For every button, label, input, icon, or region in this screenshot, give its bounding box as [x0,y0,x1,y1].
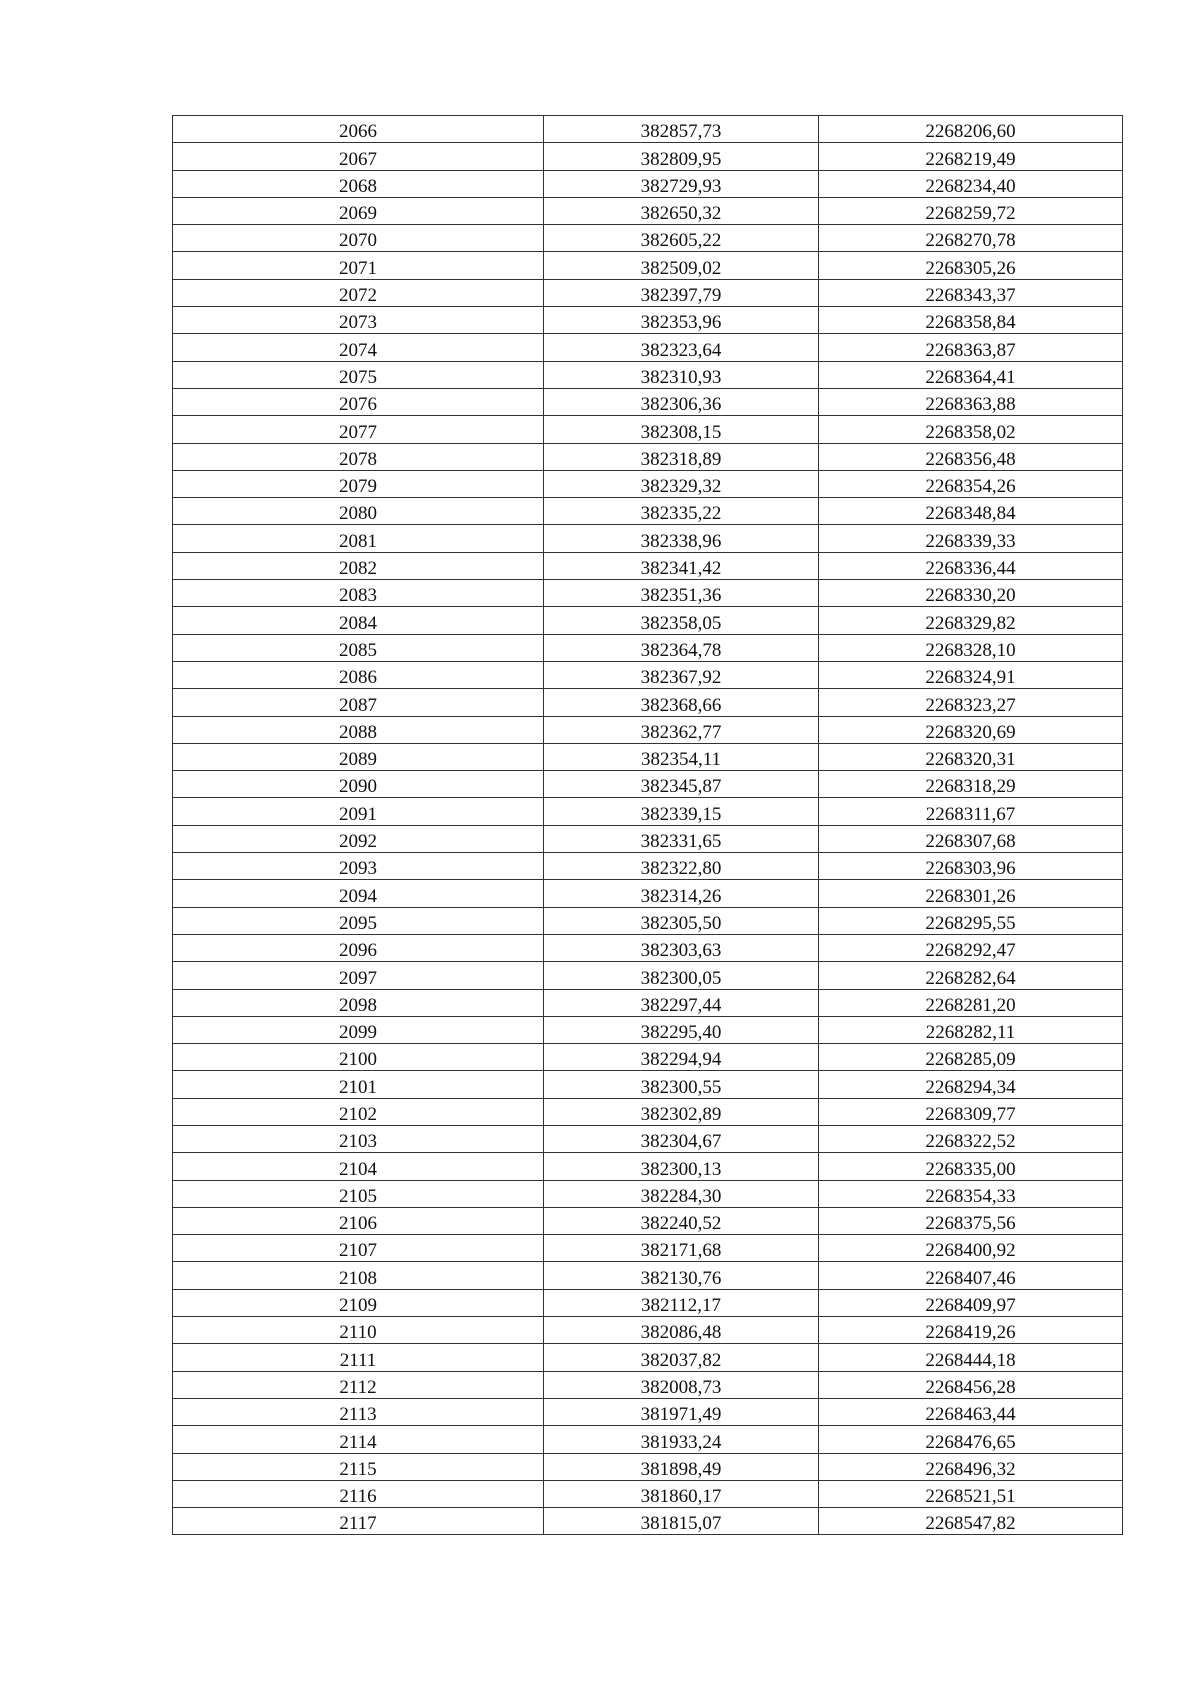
table-row [173,1207,1123,1234]
y-coordinate-cell: 2268259,72 [819,197,1123,224]
x-coordinate-cell: 381933,24 [544,1426,819,1453]
y-coordinate-cell: 2268303,96 [819,853,1123,880]
y-coordinate-cell: 2268335,00 [819,1153,1123,1180]
y-coordinate-cell: 2268496,32 [819,1453,1123,1480]
x-coordinate-cell: 381971,49 [544,1398,819,1425]
x-coordinate-cell: 382318,89 [544,443,819,470]
point-number-cell: 2107 [173,1235,544,1262]
table-row [173,798,1123,825]
point-number-cell: 2066 [173,116,544,143]
y-coordinate-cell: 2268409,97 [819,1289,1123,1316]
point-number-cell: 2090 [173,771,544,798]
x-coordinate-cell: 382304,67 [544,1125,819,1152]
y-coordinate-cell: 2268358,02 [819,416,1123,443]
x-coordinate-cell: 382305,50 [544,907,819,934]
point-number-cell: 2108 [173,1262,544,1289]
table-row [173,1180,1123,1207]
x-coordinate-cell: 382297,44 [544,989,819,1016]
table-row [173,661,1123,688]
y-coordinate-cell: 2268329,82 [819,607,1123,634]
y-coordinate-cell: 2268324,91 [819,661,1123,688]
y-coordinate-cell: 2268363,87 [819,334,1123,361]
table-row [173,1317,1123,1344]
table-row [173,1016,1123,1043]
table-row [173,743,1123,770]
point-number-cell: 2086 [173,661,544,688]
y-coordinate-cell: 2268456,28 [819,1371,1123,1398]
y-coordinate-cell: 2268301,26 [819,880,1123,907]
y-coordinate-cell: 2268320,31 [819,743,1123,770]
x-coordinate-cell: 382353,96 [544,307,819,334]
table-row [173,1453,1123,1480]
table-row [173,388,1123,415]
x-coordinate-cell: 382295,40 [544,1016,819,1043]
y-coordinate-cell: 2268285,09 [819,1044,1123,1071]
point-number-cell: 2115 [173,1453,544,1480]
x-coordinate-cell: 382729,93 [544,170,819,197]
point-number-cell: 2073 [173,307,544,334]
y-coordinate-cell: 2268318,29 [819,771,1123,798]
x-coordinate-cell: 382331,65 [544,825,819,852]
table-row [173,825,1123,852]
x-coordinate-cell: 382308,15 [544,416,819,443]
table-row [173,552,1123,579]
point-number-cell: 2094 [173,880,544,907]
y-coordinate-cell: 2268309,77 [819,1098,1123,1125]
table-row [173,197,1123,224]
y-coordinate-cell: 2268339,33 [819,525,1123,552]
x-coordinate-cell: 381815,07 [544,1508,819,1535]
x-coordinate-cell: 382314,26 [544,880,819,907]
point-number-cell: 2106 [173,1207,544,1234]
y-coordinate-cell: 2268358,84 [819,307,1123,334]
table-row [173,771,1123,798]
table-row [173,498,1123,525]
table-row [173,1426,1123,1453]
y-coordinate-cell: 2268330,20 [819,580,1123,607]
y-coordinate-cell: 2268476,65 [819,1426,1123,1453]
x-coordinate-cell: 382329,32 [544,470,819,497]
table-row [173,252,1123,279]
y-coordinate-cell: 2268328,10 [819,634,1123,661]
x-coordinate-cell: 382605,22 [544,225,819,252]
table-row [173,1071,1123,1098]
table-row [173,279,1123,306]
point-number-cell: 2081 [173,525,544,552]
point-number-cell: 2075 [173,361,544,388]
x-coordinate-cell: 382367,92 [544,661,819,688]
y-coordinate-cell: 2268281,20 [819,989,1123,1016]
y-coordinate-cell: 2268463,44 [819,1398,1123,1425]
table-row [173,989,1123,1016]
y-coordinate-cell: 2268364,41 [819,361,1123,388]
x-coordinate-cell: 382171,68 [544,1235,819,1262]
y-coordinate-cell: 2268348,84 [819,498,1123,525]
point-number-cell: 2095 [173,907,544,934]
point-number-cell: 2101 [173,1071,544,1098]
point-number-cell: 2105 [173,1180,544,1207]
x-coordinate-cell: 382300,05 [544,962,819,989]
table-row [173,416,1123,443]
table-row [173,116,1123,143]
x-coordinate-cell: 382354,11 [544,743,819,770]
point-number-cell: 2102 [173,1098,544,1125]
table-row [173,1044,1123,1071]
x-coordinate-cell: 382294,94 [544,1044,819,1071]
point-number-cell: 2112 [173,1371,544,1398]
point-number-cell: 2082 [173,552,544,579]
table-row [173,470,1123,497]
x-coordinate-cell: 382368,66 [544,689,819,716]
point-number-cell: 2079 [173,470,544,497]
y-coordinate-cell: 2268407,46 [819,1262,1123,1289]
y-coordinate-cell: 2268282,64 [819,962,1123,989]
point-number-cell: 2103 [173,1125,544,1152]
x-coordinate-cell: 381860,17 [544,1480,819,1507]
y-coordinate-cell: 2268320,69 [819,716,1123,743]
point-number-cell: 2084 [173,607,544,634]
y-coordinate-cell: 2268322,52 [819,1125,1123,1152]
x-coordinate-cell: 382397,79 [544,279,819,306]
table-row [173,934,1123,961]
point-number-cell: 2113 [173,1398,544,1425]
point-number-cell: 2097 [173,962,544,989]
table-row [173,1371,1123,1398]
point-number-cell: 2110 [173,1317,544,1344]
y-coordinate-cell: 2268311,67 [819,798,1123,825]
table-row [173,907,1123,934]
x-coordinate-cell: 382300,13 [544,1153,819,1180]
table-row [173,1289,1123,1316]
point-number-cell: 2080 [173,498,544,525]
y-coordinate-cell: 2268343,37 [819,279,1123,306]
point-number-cell: 2078 [173,443,544,470]
point-number-cell: 2087 [173,689,544,716]
table-row [173,1398,1123,1425]
y-coordinate-cell: 2268305,26 [819,252,1123,279]
y-coordinate-cell: 2268295,55 [819,907,1123,934]
x-coordinate-cell: 382364,78 [544,634,819,661]
x-coordinate-cell: 382300,55 [544,1071,819,1098]
point-number-cell: 2071 [173,252,544,279]
x-coordinate-cell: 382130,76 [544,1262,819,1289]
table-row [173,580,1123,607]
y-coordinate-cell: 2268363,88 [819,388,1123,415]
table-row [173,170,1123,197]
coordinates-table-body [173,116,1123,1535]
table-row [173,1153,1123,1180]
y-coordinate-cell: 2268336,44 [819,552,1123,579]
table-row [173,1480,1123,1507]
table-row [173,607,1123,634]
y-coordinate-cell: 2268444,18 [819,1344,1123,1371]
y-coordinate-cell: 2268307,68 [819,825,1123,852]
table-row [173,634,1123,661]
x-coordinate-cell: 382240,52 [544,1207,819,1234]
x-coordinate-cell: 382086,48 [544,1317,819,1344]
table-row [173,880,1123,907]
table-row [173,443,1123,470]
x-coordinate-cell: 382310,93 [544,361,819,388]
point-number-cell: 2074 [173,334,544,361]
x-coordinate-cell: 382335,22 [544,498,819,525]
table-row [173,334,1123,361]
table-row [173,361,1123,388]
x-coordinate-cell: 382323,64 [544,334,819,361]
y-coordinate-cell: 2268547,82 [819,1508,1123,1535]
point-number-cell: 2098 [173,989,544,1016]
x-coordinate-cell: 382857,73 [544,116,819,143]
y-coordinate-cell: 2268270,78 [819,225,1123,252]
y-coordinate-cell: 2268294,34 [819,1071,1123,1098]
y-coordinate-cell: 2268354,26 [819,470,1123,497]
x-coordinate-cell: 382351,36 [544,580,819,607]
point-number-cell: 2085 [173,634,544,661]
point-number-cell: 2096 [173,934,544,961]
point-number-cell: 2109 [173,1289,544,1316]
x-coordinate-cell: 382037,82 [544,1344,819,1371]
x-coordinate-cell: 382112,17 [544,1289,819,1316]
point-number-cell: 2077 [173,416,544,443]
y-coordinate-cell: 2268521,51 [819,1480,1123,1507]
x-coordinate-cell: 382322,80 [544,853,819,880]
table-row [173,143,1123,170]
x-coordinate-cell: 382339,15 [544,798,819,825]
y-coordinate-cell: 2268206,60 [819,116,1123,143]
point-number-cell: 2069 [173,197,544,224]
point-number-cell: 2070 [173,225,544,252]
y-coordinate-cell: 2268419,26 [819,1317,1123,1344]
table-row [173,689,1123,716]
table-row [173,716,1123,743]
point-number-cell: 2092 [173,825,544,852]
table-row [173,1235,1123,1262]
x-coordinate-cell: 382341,42 [544,552,819,579]
point-number-cell: 2067 [173,143,544,170]
x-coordinate-cell: 382338,96 [544,525,819,552]
y-coordinate-cell: 2268354,33 [819,1180,1123,1207]
x-coordinate-cell: 382809,95 [544,143,819,170]
table-row [173,962,1123,989]
x-coordinate-cell: 382345,87 [544,771,819,798]
x-coordinate-cell: 382306,36 [544,388,819,415]
point-number-cell: 2091 [173,798,544,825]
point-number-cell: 2116 [173,1480,544,1507]
x-coordinate-cell: 382362,77 [544,716,819,743]
table-row [173,1344,1123,1371]
point-number-cell: 2093 [173,853,544,880]
point-number-cell: 2104 [173,1153,544,1180]
table-row [173,225,1123,252]
point-number-cell: 2068 [173,170,544,197]
coordinates-table [172,115,1123,1535]
table-row [173,525,1123,552]
x-coordinate-cell: 382358,05 [544,607,819,634]
table-row [173,1098,1123,1125]
table-row [173,1125,1123,1152]
point-number-cell: 2072 [173,279,544,306]
y-coordinate-cell: 2268234,40 [819,170,1123,197]
y-coordinate-cell: 2268400,92 [819,1235,1123,1262]
y-coordinate-cell: 2268323,27 [819,689,1123,716]
x-coordinate-cell: 382302,89 [544,1098,819,1125]
table-row [173,853,1123,880]
x-coordinate-cell: 382008,73 [544,1371,819,1398]
table-row [173,307,1123,334]
point-number-cell: 2083 [173,580,544,607]
x-coordinate-cell: 382303,63 [544,934,819,961]
y-coordinate-cell: 2268375,56 [819,1207,1123,1234]
y-coordinate-cell: 2268292,47 [819,934,1123,961]
point-number-cell: 2076 [173,388,544,415]
point-number-cell: 2100 [173,1044,544,1071]
x-coordinate-cell: 382650,32 [544,197,819,224]
point-number-cell: 2099 [173,1016,544,1043]
point-number-cell: 2117 [173,1508,544,1535]
y-coordinate-cell: 2268219,49 [819,143,1123,170]
point-number-cell: 2089 [173,743,544,770]
table-row [173,1508,1123,1535]
x-coordinate-cell: 382284,30 [544,1180,819,1207]
x-coordinate-cell: 381898,49 [544,1453,819,1480]
x-coordinate-cell: 382509,02 [544,252,819,279]
table-row [173,1262,1123,1289]
point-number-cell: 2088 [173,716,544,743]
y-coordinate-cell: 2268356,48 [819,443,1123,470]
point-number-cell: 2114 [173,1426,544,1453]
y-coordinate-cell: 2268282,11 [819,1016,1123,1043]
point-number-cell: 2111 [173,1344,544,1371]
